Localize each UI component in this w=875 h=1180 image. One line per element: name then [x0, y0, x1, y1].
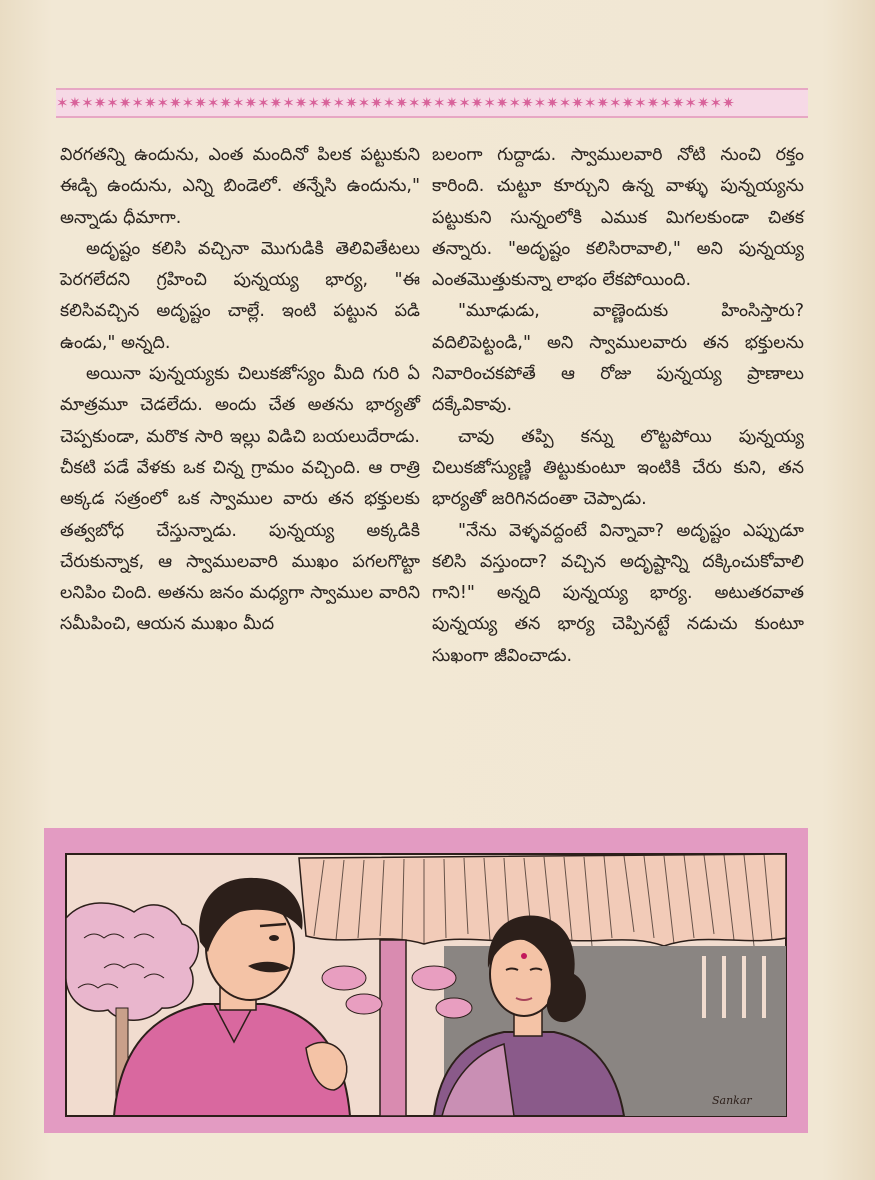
paragraph: అయినా పున్నయ్యకు చిలుకజోస్యం మీది గురి ఏ మాత్రమూ చెడలేదు. అందు చేత అతను భార్యతో చెప్పకుండా, మరొక సారి ఇల్లు విడిచి బయలుదేరాడు. చీకటి పడే వేళకు ఒక చిన్న గ్రామం వచ్చింది. ఆ రాత్రి అక్కడ సత్రంలో ఒక స్వాముల వారు తన భక్తులకు తత్వబోధ చేస్తున్నాడు. పున్నయ్య అక్కడికి చేరుకున్నాక, ఆ స్వాములవారి ముఖం పగలగొట్టా లనిపిం చింది. అతను జనం మధ్యగా స్వాముల వారిని సమీపించి, ఆయన ముఖం మీద	[60, 364, 420, 635]
right-text-column	[432, 140, 804, 672]
story-illustration	[44, 828, 808, 1133]
paragraph: "నేను వెళ్ళవద్దంటే విన్నావా? అదృష్టం ఎప్పుడూ కలిసి వస్తుందా? వచ్చిన అదృష్టాన్ని దక్కించుకోవాలి గాని!" అన్నది పున్నయ్య భార్య. అటుతరవాత పున్నయ్య తన భార్య చెప్పినట్టే నడుచు కుంటూ సుఖంగా జీవించాడు.	[432, 520, 804, 666]
left-text-column	[60, 140, 420, 641]
illustration-drawing	[44, 828, 808, 1133]
artist-signature: Sankar	[712, 1094, 752, 1107]
paragraph: బలంగా గుద్దాడు. స్వాములవారి నోటి నుంచి రక్తం కారింది. చుట్టూ కూర్చుని ఉన్న వాళ్ళు పున్నయ్యను పట్టుకుని సున్నంలోకి ఎముక మిగలకుండా చితక తన్నారు. "అదృష్టం కలిసిరావాలి," అని పున్నయ్య ఎంతమొత్తుకున్నా లాభం లేకపోయింది.	[432, 145, 804, 291]
paragraph: చావు తప్పి కన్ను లొట్టపోయి పున్నయ్య చిలుకజోస్యుణ్ణి తిట్టుకుంటూ ఇంటికి చేరు కుని, తన భార్యతో జరిగినదంతా చెప్పాడు.	[432, 426, 804, 510]
paragraph: "మూఢుడు, వాణ్ణెందుకు హింసిస్తారు? వదిలిపెట్టండి," అని స్వాములవారు తన భక్తులను నివారించకపోతే ఆ రోజు పున్నయ్య ప్రాణాలు దక్కేవికావు.	[432, 301, 804, 416]
paragraph: విరగతన్ని ఉందును, ఎంత మందినో పిలక పట్టుకుని ఈడ్చి ఉందును, ఎన్ని బిండెలో. తన్నేసి ఉందును," అన్నాడు ధీమాగా.	[60, 145, 420, 228]
paragraph: అదృష్టం కలిసి వచ్చినా మొగుడికి తెలివితేటలు పెరగలేదని గ్రహించి పున్నయ్య భార్య, "ఈ కలిసివచ్చిన అదృష్టం చాల్లే. ఇంటి పట్టున పడి ఉండు," అన్నది.	[60, 238, 420, 353]
border-motif: ✶✷✶✷✶✷✶✷✶✷✶✷✶✷✶✷✶✷✶✷✶✷✶✷✶✷✶✷✶✷✶✷✶✷✶✷✶✷✶✷✶✷✶✷✶✷✶✷✶✷✶✷✶✷	[56, 94, 735, 112]
decorative-border	[56, 88, 808, 118]
